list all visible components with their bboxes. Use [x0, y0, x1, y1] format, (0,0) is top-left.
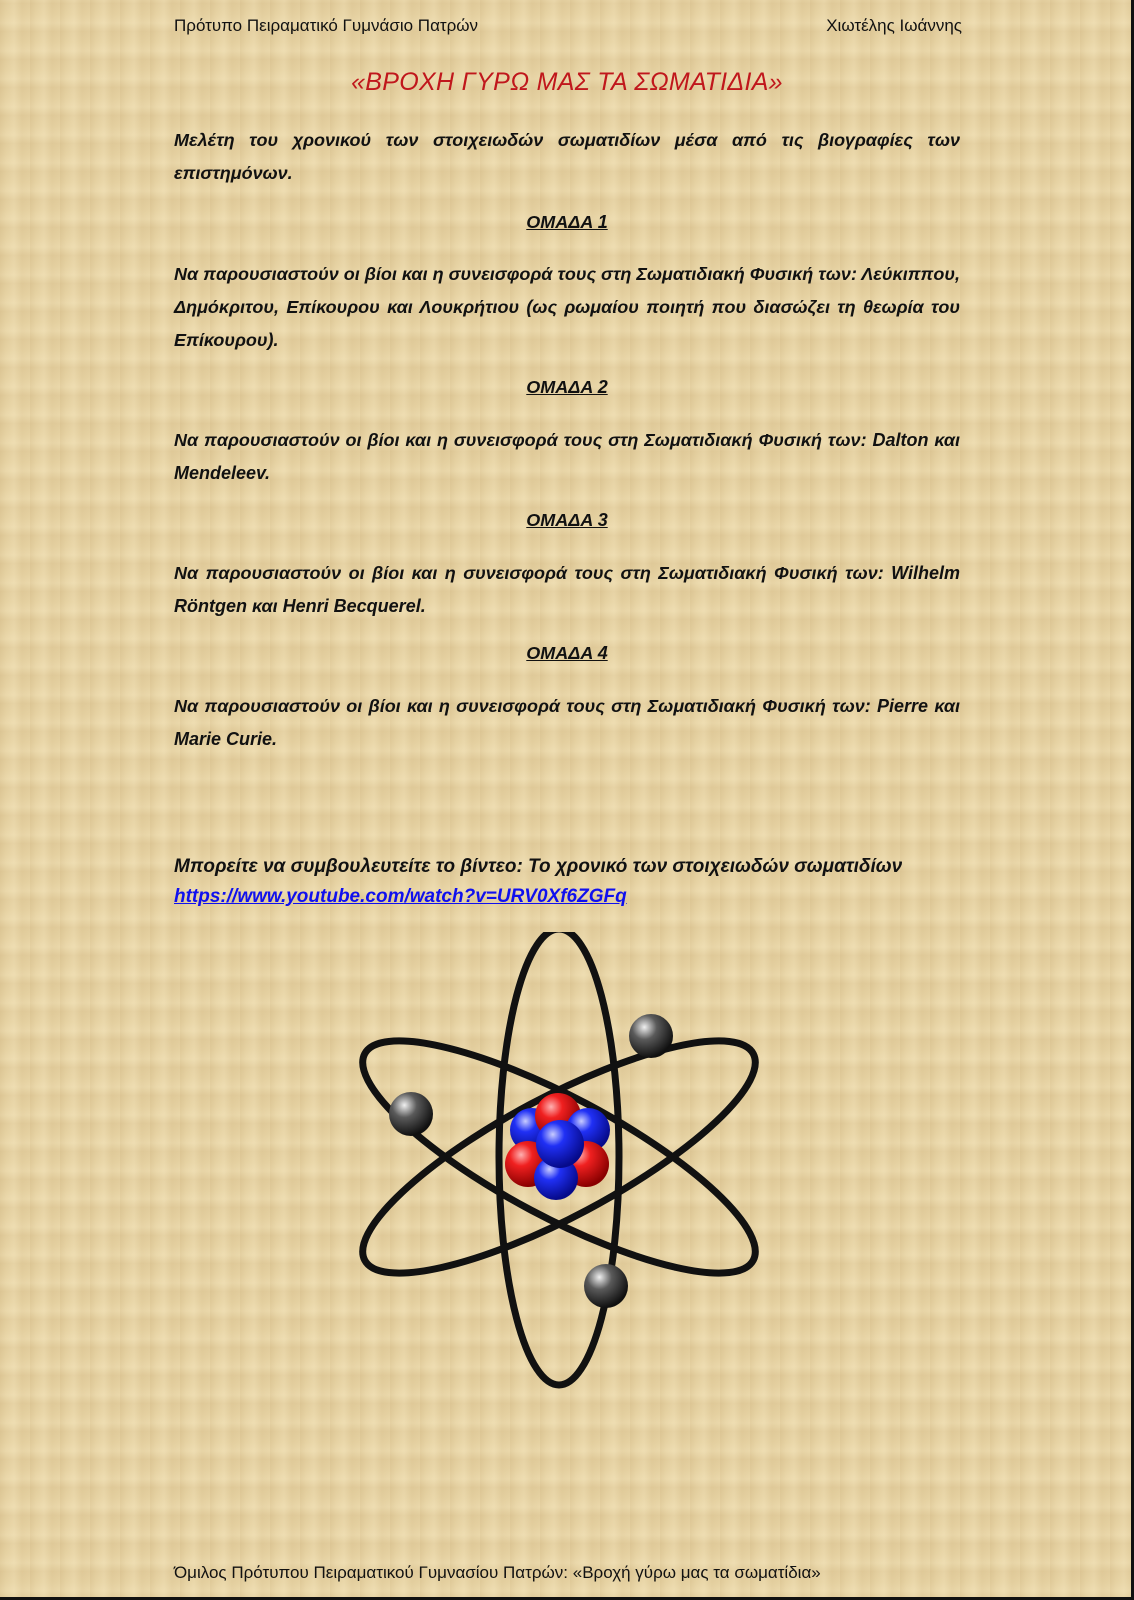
group-3-text: Να παρουσιαστούν οι βίοι και η συνεισφορά τους στη Σωματιδιακή Φυσική των: Wilhelm Röntgen και Henri Becquerel.: [174, 563, 960, 616]
intro-paragraph: Μελέτη του χρονικού των στοιχειωδών σωματιδίων μέσα από τις βιογραφίες των επιστημόνων.: [174, 130, 960, 183]
electron-2: [629, 1014, 673, 1058]
group-2-heading: ΟΜΑΔΑ 2: [526, 377, 608, 397]
group-3-heading: ΟΜΑΔΑ 3: [526, 510, 608, 530]
document-title: «ΒΡΟΧΗ ΓΥΡΩ ΜΑΣ ΤΑ ΣΩΜΑΤΙΔΙΑ»: [351, 68, 783, 96]
video-suggestion: Μπορείτε να συμβουλευτείτε το βίντεο: Το χρονικό των στοιχειωδών σωματιδίων: [174, 856, 903, 877]
atom-icon: [354, 932, 774, 1392]
group-1-heading: ΟΜΑΔΑ 1: [526, 212, 608, 232]
group-1-text: Να παρουσιαστούν οι βίοι και η συνεισφορά τους στη Σωματιδιακή Φυσική των: Λεύκιππου, Δημόκριτου, Επίκουρου και Λουκρήτιου (ως ρωμαίου ποιητή που διασώζει τη θεωρία του Επίκουρου).: [174, 264, 960, 350]
group-2-text: Να παρουσιαστούν οι βίοι και η συνεισφορά τους στη Σωματιδιακή Φυσική των: Dalton και Mendeleev.: [174, 430, 960, 483]
group-4-text: Να παρουσιαστούν οι βίοι και η συνεισφορά τους στη Σωματιδιακή Φυσική των: Pierre και Marie Curie.: [174, 696, 960, 749]
header-school: Πρότυπο Πειραματικό Γυμνάσιο Πατρών: [174, 16, 479, 35]
electron-1: [389, 1092, 433, 1136]
header-author: Χιωτέλης Ιωάννης: [826, 16, 962, 35]
youtube-link[interactable]: https://www.youtube.com/watch?v=URV0Xf6ZGFq: [174, 886, 627, 907]
footer-text: Όμιλος Πρότυπου Πειραματικού Γυμνασίου Πατρών: «Βροχή γύρω μας τα σωματίδια»: [174, 1563, 821, 1582]
electron-3: [584, 1264, 628, 1308]
group-4-heading: ΟΜΑΔΑ 4: [526, 643, 608, 663]
